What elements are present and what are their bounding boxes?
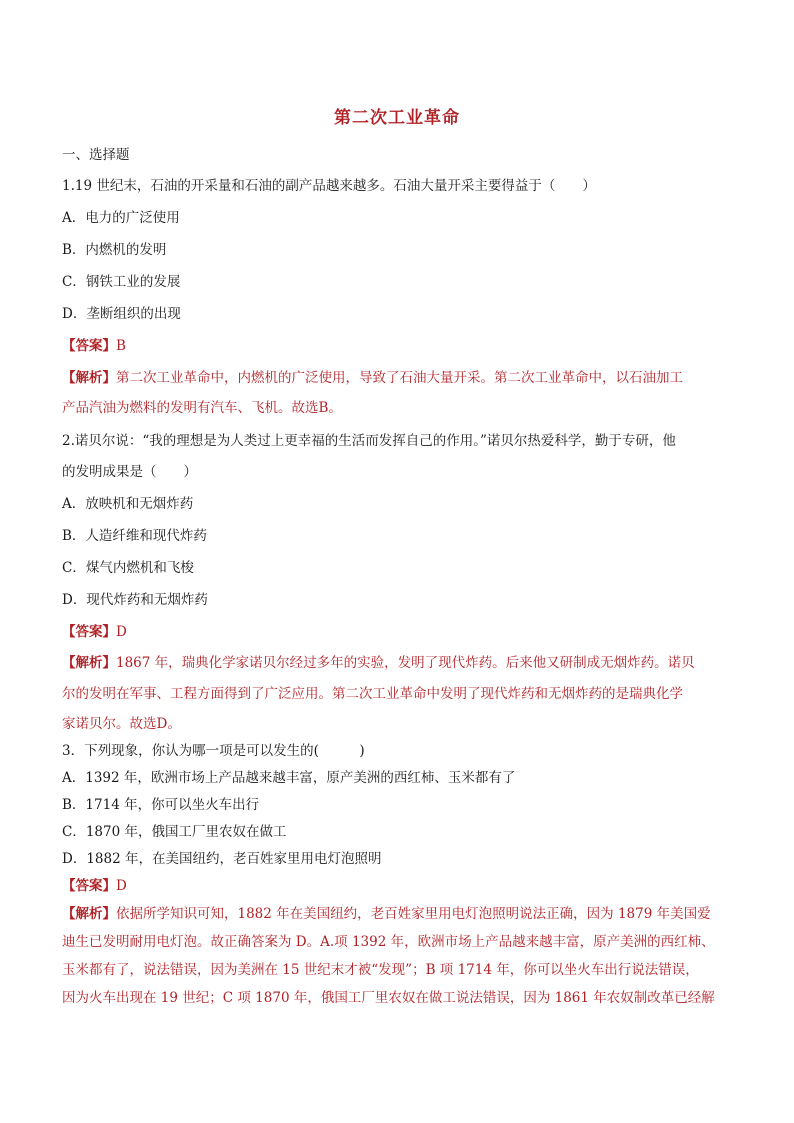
question-3-option-b: B．1714 年，你可以坐火车出行: [62, 797, 260, 813]
answer-tag: 【答案】: [62, 338, 116, 354]
question-2-option-c: C．煤气内燃机和飞梭: [62, 560, 194, 576]
answer-value: D: [116, 624, 127, 640]
question-1-analysis-line-2: 产品汽油为燃料的发明有汽车、飞机。故选B。: [62, 400, 342, 416]
analysis-text: 1867 年，瑞典化学家诺贝尔经过多年的实验，发明了现代炸药。后来他又研制成无烟炸药。诺贝: [116, 655, 695, 671]
question-3-analysis-line-2: 迪生已发明耐用电灯泡。故正确答案为 D。A.项 1392 年，欧洲市场上产品越来越丰富，原产美洲的西红柿、: [62, 934, 715, 950]
question-2-option-b: B．人造纤维和现代炸药: [62, 528, 207, 544]
question-3-analysis-line-3: 玉米都有了，说法错误，因为美洲在 15 世纪末才被“发现”；B 项 1714 年，你可以坐火车出行说法错误，: [62, 962, 699, 978]
question-1-option-c: C．钢铁工业的发展: [62, 274, 181, 290]
question-1-option-d: D．垄断组织的出现: [62, 306, 181, 322]
question-3-answer: [62, 876, 734, 896]
question-1-answer: [62, 336, 734, 356]
question-1-stem: 1.19 世纪末，石油的开采量和石油的副产品越来越多。石油大量开采主要得益于（ ）: [62, 178, 596, 194]
question-2-analysis-line-1: [62, 653, 734, 673]
question-2-option-a: A．放映机和无烟炸药: [62, 496, 194, 512]
question-3-option-a: A．1392 年，欧洲市场上产品越来越丰富，原产美洲的西红柿、玉米都有了: [62, 770, 516, 786]
question-1-option-a: A．电力的广泛使用: [62, 210, 180, 226]
analysis-tag: 【解析】: [62, 906, 116, 922]
analysis-tag: 【解析】: [62, 655, 116, 671]
question-1-option-b: B．内燃机的发明: [62, 242, 167, 258]
question-2-answer: [62, 622, 734, 642]
section-heading: 一、选择题: [62, 147, 130, 163]
question-2-option-d: D．现代炸药和无烟炸药: [62, 592, 208, 608]
analysis-text: 第二次工业革命中，内燃机的广泛使用，导致了石油大量开采。第二次工业革命中，以石油加工: [116, 370, 683, 386]
question-2-stem-line-1: 2.诺贝尔说：“我的理想是为人类过上更幸福的生活而发挥自己的作用。”诺贝尔热爱科学，勤于专研，他: [62, 433, 676, 449]
question-2-analysis-line-2: 尔的发明在军事、工程方面得到了广泛应用。第二次工业革命中发明了现代炸药和无烟炸药的是瑞典化学: [62, 686, 683, 702]
question-3-stem: 3．下列现象，你认为哪一项是可以发生的( ): [62, 743, 365, 759]
page-title: 第二次工业革命: [334, 108, 460, 128]
question-3-analysis-line-1: [62, 904, 734, 924]
answer-value: D: [116, 878, 127, 894]
question-3-option-d: D．1882 年，在美国纽约，老百姓家里用电灯泡照明: [62, 851, 382, 867]
question-2-analysis-line-3: 家诺贝尔。故选D。: [62, 716, 181, 732]
answer-value: B: [116, 338, 126, 354]
analysis-tag: 【解析】: [62, 370, 116, 386]
question-3-option-c: C．1870 年，俄国工厂里农奴在做工: [62, 824, 287, 840]
question-2-stem-line-2: 的发明成果是（ ）: [62, 464, 197, 480]
answer-tag: 【答案】: [62, 878, 116, 894]
analysis-text: 依据所学知识可知，1882 年在美国纽约，老百姓家里用电灯泡照明说法正确，因为 1879 年美国爱: [116, 906, 711, 922]
question-1-analysis-line-1: [62, 368, 734, 388]
question-3-analysis-line-4: 因为火车出现在 19 世纪；C 项 1870 年，俄国工厂里农奴在做工说法错误，因为 1861 年农奴制改革已经解: [62, 990, 715, 1006]
answer-tag: 【答案】: [62, 624, 116, 640]
